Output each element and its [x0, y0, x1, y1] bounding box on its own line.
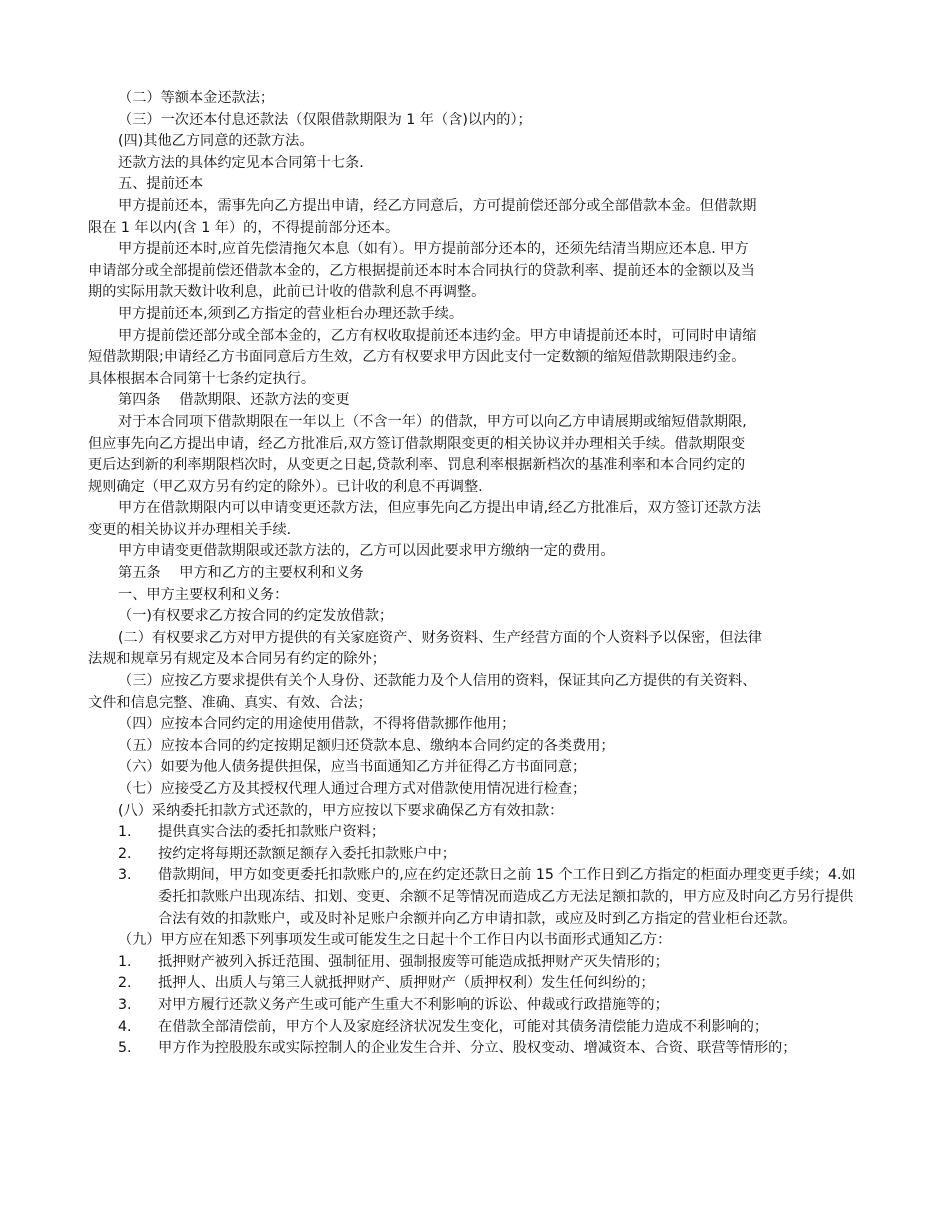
paragraph-continuation: 变更的相关协议并办理相关手续.	[88, 521, 292, 538]
numbered-item	[118, 865, 862, 930]
paragraph-line: 甲方申请变更借款期限或还款方法的，乙方可以因此要求甲方缴纳一定的费用。	[118, 543, 615, 560]
paragraph-continuation: 短借款期限;申请经乙方书面同意后方生效，乙方有权要求甲方因此支付一定数额的缩短借款期限违约金。	[88, 349, 746, 366]
paragraph-line: （六）如要为他人债务提供担保，应当书面通知乙方并征得乙方书面同意；	[118, 759, 587, 776]
paragraph-line: 第四条 借款期限、还款方法的变更	[118, 392, 350, 409]
item-text: 甲方作为控股股东或实际控制人的企业发生合并、分立、股权变动、增减资本、合资、联营等情形的；	[158, 1040, 797, 1057]
numbered-item	[118, 1038, 862, 1060]
paragraph-line: （七）应接受乙方及其授权代理人通过合理方式对借款使用情况进行检查；	[118, 781, 587, 797]
item-number: 1.	[118, 824, 132, 841]
paragraph-continuation: 具体根据本合同第十七条约定执行。	[88, 370, 316, 387]
item-text: 对甲方履行还款义务产生或可能产生重大不利影响的诉讼、仲裁或行政措施等的；	[158, 996, 669, 1013]
paragraph-line: 还款方法的具体约定见本合同第十七条.	[118, 154, 364, 171]
paragraph-line: (二）有权要求乙方对甲方提供的有关家庭资产、财务资料、生产经营方面的个人资料予以保密，但法律	[118, 629, 762, 646]
paragraph-line: 甲方在借款期限内可以申请变更还款方法，但应事先向乙方提出申请,经乙方批准后，双方签订还款方法	[118, 500, 761, 517]
paragraph-line: (八）采纳委托扣款方式还款的，甲方应按以下要求确保乙方有效扣款：	[118, 802, 564, 819]
item-number: 2.	[118, 975, 132, 992]
paragraph-line: 甲方提前还本，需事先向乙方提出申请，经乙方同意后，方可提前偿还部分或全部借款本金。但借款期	[118, 197, 757, 214]
paragraph-continuation: 期的实际用款天数计收利息，此前已计收的借款利息不再调整。	[88, 284, 486, 301]
numbered-item	[118, 973, 862, 995]
paragraph-line: (四)其他乙方同意的还款方法。	[118, 133, 314, 150]
item-text: 提供真实合法的委托扣款账户资料；	[158, 824, 386, 841]
paragraph-continuation: 但应事先向乙方提出申请，经乙方批准后,双方签订借款期限变更的相关协议并办理相关手续。借款期限变	[88, 435, 746, 452]
paragraph-line: （三）一次还本付息还款法（仅限借款期限为 1 年（含)以内的）；	[118, 111, 532, 128]
paragraph-line: （五）应按本合同的约定按期足额归还贷款本息、缴纳本合同约定的各类费用；	[118, 737, 615, 754]
numbered-item	[118, 844, 862, 866]
paragraph-line: 一、甲方主要权利和义务：	[118, 586, 289, 603]
paragraph-continuation: 申请部分或全部提前偿还借款本金的，乙方根据提前还本时本合同执行的贷款利率、提前还本的金额以及当	[88, 262, 755, 279]
paragraph-line: 五、提前还本	[118, 176, 204, 193]
paragraph-line: 甲方提前还本,须到乙方指定的营业柜台办理还款手续。	[118, 305, 464, 322]
item-text: 抵押财产被列入拆迁范围、强制征用、强制报废等可能造成抵押财产灭失情形的；	[158, 953, 669, 970]
paragraph-continuation: 规则确定（甲乙双方另有约定的除外）。已计收的利息不再调整.	[88, 478, 483, 495]
item-text: 抵押人、出质人与第三人就抵押财产、质押财产（质押权利）发生任何纠纷的；	[158, 975, 655, 992]
item-number: 1.	[118, 953, 132, 970]
item-number: 3.	[118, 996, 132, 1013]
item-number: 2.	[118, 845, 132, 862]
item-text: 按约定将每期还款额足额存入委托扣款账户中；	[158, 845, 456, 862]
paragraph-continuation: 法规和规章另有规定及本合同另有约定的除外；	[88, 651, 386, 668]
paragraph-line: （四）应按本合同约定的用途使用借款，不得将借款挪作他用；	[118, 716, 516, 733]
item-text: 在借款全部清偿前，甲方个人及家庭经济状况发生变化，可能对其债务清偿能力造成不利影响的；	[158, 1018, 769, 1035]
paragraph-line: （二）等额本金还款法；	[118, 90, 275, 106]
paragraph-line: 甲方提前偿还部分或全部本金的，乙方有权收取提前还本违约金。甲方申请提前还本时，可同时申请缩	[118, 327, 757, 344]
paragraph-continuation: 更后达到新的利率期限档次时，从变更之日起,贷款利率、罚息利率根据新档次的基准利率和本合同约定的	[88, 457, 746, 474]
paragraph-line: 对于本合同项下借款期限在一年以上（不含一年）的借款，甲方可以向乙方申请展期或缩短借款期限,	[118, 413, 747, 430]
paragraph-line: （九）甲方应在知悉下列事项发生或可能发生之日起十个工作日内以书面形式通知乙方：	[118, 932, 672, 949]
numbered-item	[118, 952, 862, 974]
paragraph-line: 第五条 甲方和乙方的主要权利和义务	[118, 565, 364, 582]
paragraph-line: （三）应按乙方要求提供有关个人身份、还款能力及个人信用的资料，保证其向乙方提供的有关资料、	[118, 673, 757, 690]
paragraph-continuation: 文件和信息完整、准确、真实、有效、合法；	[88, 694, 372, 711]
item-number: 5.	[118, 1040, 132, 1057]
numbered-item	[118, 995, 862, 1017]
paragraph-continuation: 限在 1 年以内(含 1 年）的，不得提前部分还本。	[88, 219, 400, 236]
item-number: 4.	[118, 1018, 132, 1035]
item-text: 借款期间，甲方如变更委托扣款账户的,应在约定还款日之前 15 个工作日到乙方指定的柜面办理变更手续；4.如委托扣款账户出现冻结、扣划、变更、余额不足等情况而造成乙方无法足额扣款的，甲方应及时向乙方另行提供合法有效的扣款账户，或及时补足账户余额并向乙方申请扣款，或应及时到乙方指定的营业柜台还款。	[158, 867, 856, 927]
numbered-item	[118, 822, 862, 844]
paragraph-line: 甲方提前还本时,应首先偿清拖欠本息（如有）。甲方提前部分还本的，还须先结清当期应还本息. 甲方	[118, 241, 749, 258]
item-number: 3.	[118, 867, 132, 884]
numbered-item	[118, 1017, 862, 1039]
paragraph-line: （一)有权要求乙方按合同的约定发放借款；	[118, 608, 394, 625]
